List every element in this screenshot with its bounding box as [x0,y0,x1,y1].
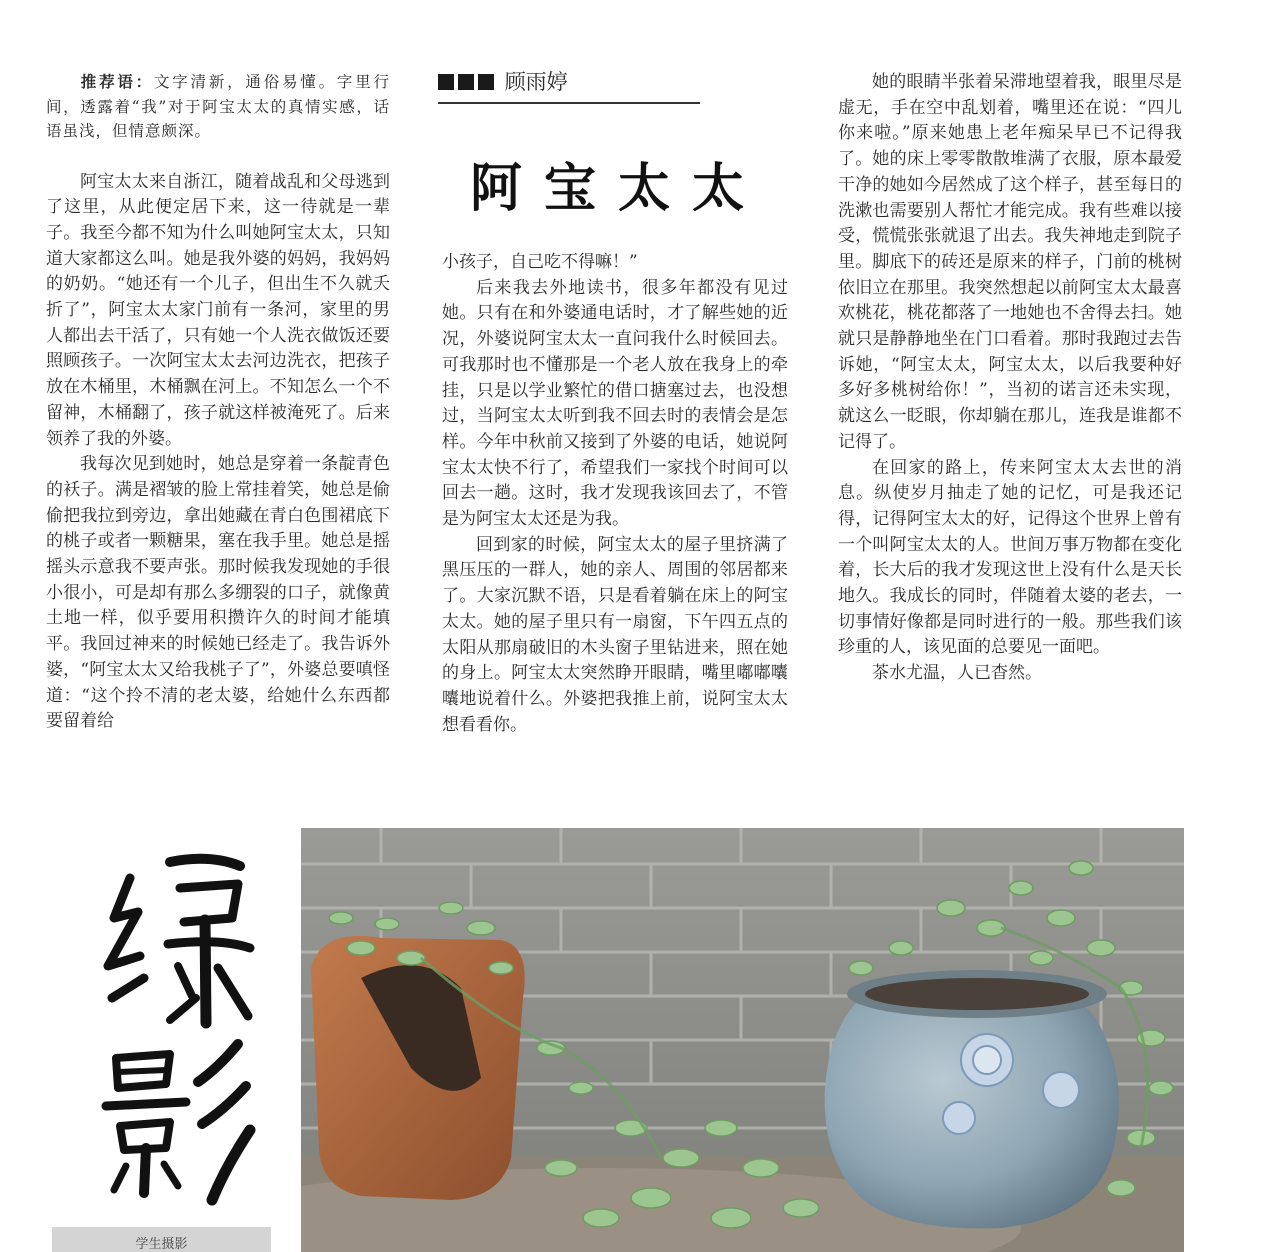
recommendation [46,70,390,144]
paragraph: 我每次见到她时，她总是穿着一条靛青色的袄子。满是褶皱的脸上常挂着笑，她总是偷偷把我拉到旁边，拿出她藏在青白色围裙底下的桃子或者一颗糖果，塞在我手里。她总是摇摇头示意我不要声张。那时候我发现她的手很小很小，可是却有那么多绷裂的口子，就像黄土地一样，似乎要用积攒许久的时间才能填平。我回过神来的时候她已经走了。我告诉外婆，“阿宝太太又给我桃子了”，外婆总要嗔怪道：“这个拎不清的老太婆，给她什么东西都要留着给 [46,454,390,732]
caption-tag [52,1227,271,1252]
article-column-2 [442,250,788,738]
article-column-3 [838,70,1182,687]
square-bullet-icon [478,74,494,90]
article-column-1 [46,70,390,735]
calligraphy-heading [100,848,260,1208]
paragraph: 她的眼睛半张着呆滞地望着我，眼里尽是虚无，手在空中乱划着，嘴里还在说：“四儿你来啦。”原来她患上老年痴呆早已不记得我了。她的床上零零散散堆满了衣服，原本最爱干净的她如今居然成了这个样子，甚至每日的洗漱也需要别人帮忙才能完成。我有些难以接受，慌慌张张就退了出去。我失神地走到院子里。脚底下的砖还是原来的样子，门前的桃树依旧立在那里。我突然想起以前阿宝太太最喜欢桃花，桃花都落了一地她也不舍得去扫。她就只是静静地坐在门口看着。那时我跑过去告诉她，“阿宝太太，阿宝太太，以后我要种好多好多桃树给你！”，当初的诺言还未实现，就这么一眨眼，你却躺在那儿，连我是谁都不记得了。 [838,72,1182,452]
author-name: 顾雨婷 [504,70,568,94]
square-bullet-icon [438,74,454,90]
recommendation-text: 文字清新，通俗易懂。字里行间，透露着“我”对于阿宝太太的真情实感，话语虽浅，但情意颇深。 [46,73,390,140]
paragraph: 回到家的时候，阿宝太太的屋子里挤满了黑压压的一群人，她的亲人、周围的邻居都来了。大家沉默不语，只是看着躺在床上的阿宝太太。她的屋子里只有一扇窗，下午四五点的太阳从那扇破旧的木头窗子里钻进来，照在她的身上。阿宝太太突然睁开眼睛，嘴里嘟嘟囔囔地说着什么。外婆把我推上前，说阿宝太太想看看你。 [442,534,788,735]
paragraph: 后来我去外地读书，很多年都没有见过她。只有在和外婆通电话时，才了解些她的近况，外婆说阿宝太太一直问我什么时候回去。可我那时也不懂那是一个老人放在我身上的牵挂，只是以学业繁忙的借口搪塞过去，也没想过，当阿宝太太听到我不回去时的表情会是怎样。今年中秋前又接到了外婆的电话，她说阿宝太太快不行了，希望我们一家找个时间可以回去一趟。这时，我才发现我该回去了，不管是为阿宝太太还是为我。 [442,277,788,530]
paragraph: 小孩子，自己吃不得嘛！” [442,252,638,272]
paragraph: 茶水尤温，人已杳然。 [872,663,1042,684]
square-bullet-icon [458,74,474,90]
recommendation-label: 推荐语： [79,72,154,91]
paragraph: 在回家的路上，传来阿宝太太去世的消息。纵使岁月抽走了她的记忆，可是我还记得，记得阿宝太太的好，记得这个世界上曾有一个叫阿宝太太的人。世间万事万物都在变化着，长大后的我才发现这世上没有什么是天长地久。我成长的同时，伴随着太婆的老去，一切事情好像都是同时进行的一般。那些我们该珍重的人，该见面的总要见一面吧。 [838,457,1182,658]
paragraph: 阿宝太太来自浙江，随着战乱和父母逃到了这里，从此便定居下来，这一待就是一辈子。我至今都不知为什么叫她阿宝太太，只知道大家都这么叫。她是我外婆的妈妈，我妈妈的奶奶。“她还有一个儿子，但出生不久就夭折了”，阿宝太太家门前有一条河，家里的男人都出去干活了，只有她一个人洗衣做饭还要照顾孩子。一次阿宝太太去河边洗衣，把孩子放在木桶里，木桶飘在河上。不知怎么一个不留神，木桶翻了，孩子就这样被淹死了。后来领养了我的外婆。 [46,171,390,449]
caption-tag-text: 学生摄影 [135,1237,188,1252]
succulent-pots-photo [301,828,1184,1252]
article-title: 阿宝太太 [470,158,767,219]
byline [438,66,700,104]
